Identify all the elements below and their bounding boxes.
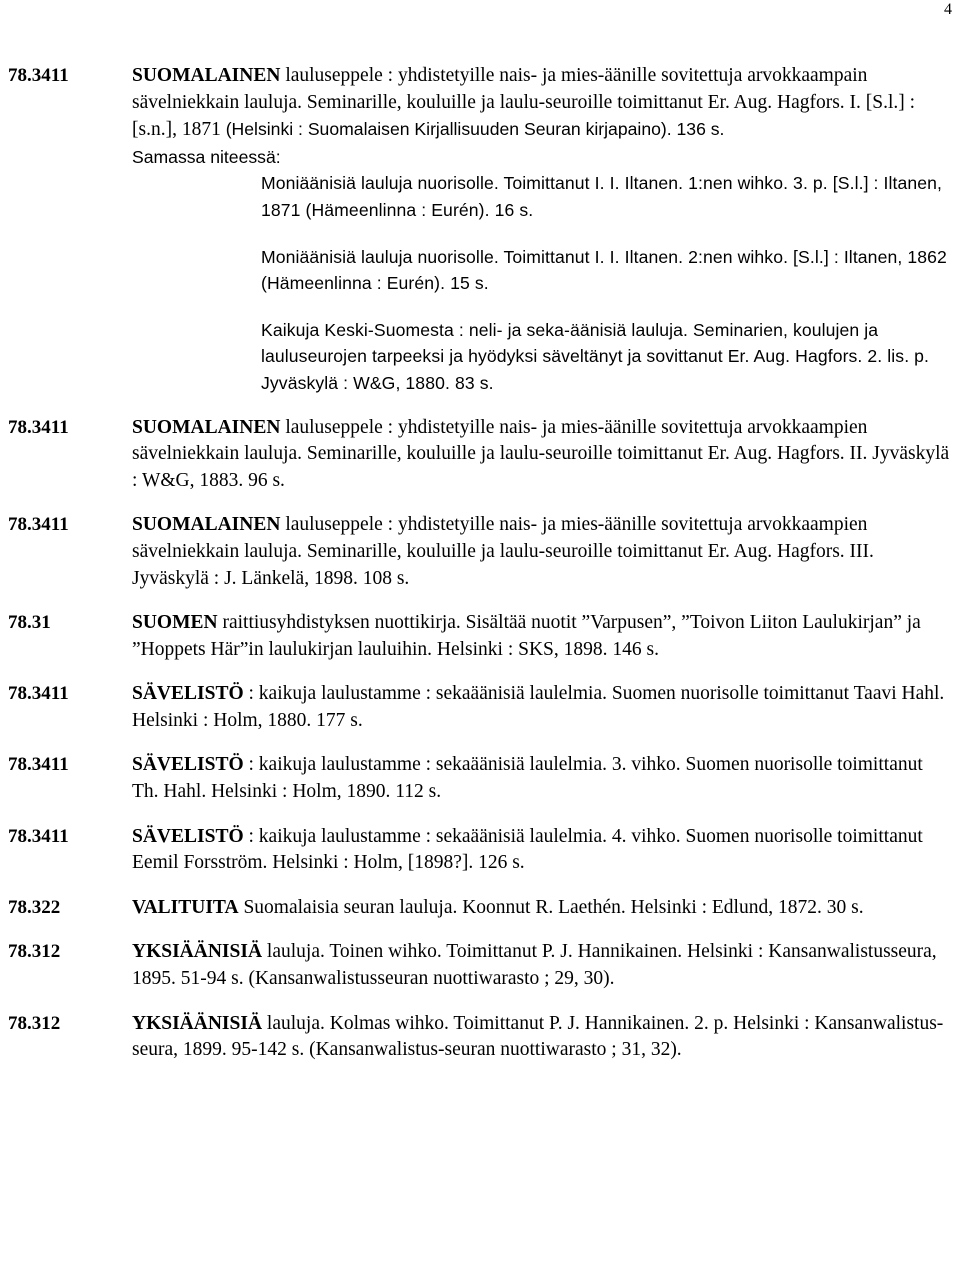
entry-body [132, 610, 953, 663]
entry-heading: YKSIÄÄNISIÄ [132, 1012, 263, 1034]
entry-text: lauluseppele : yhdistetyille nais- ja mies-äänille sovitettuja arvokkaampien sävelniekkain lauluja. Seminarille, kouluille ja laulu-seuroille toimittanut Er. Aug. Hagfors. III. Jyväskylä : J. Länkelä, 1898. 108 s. [132, 514, 874, 589]
entry-heading: SUOMEN [132, 612, 218, 634]
entry-heading: VALITUITA [132, 896, 239, 918]
classification-code: 78.312 [8, 941, 61, 963]
catalog-entries [8, 63, 953, 1082]
catalog-entry [8, 415, 953, 495]
entry-body [132, 824, 953, 877]
entry-heading: SUOMALAINEN [132, 416, 281, 438]
entry-heading: SÄVELISTÖ [132, 754, 244, 776]
entry-heading: YKSIÄÄNISIÄ [132, 941, 263, 963]
entry-heading: SUOMALAINEN [132, 514, 281, 536]
classification-code: 78.3411 [8, 683, 69, 705]
classification-code: 78.312 [8, 1012, 61, 1034]
catalog-entry [8, 939, 953, 992]
entry-heading: SÄVELISTÖ [132, 683, 244, 705]
catalog-entry [8, 512, 953, 592]
catalog-entry [8, 895, 953, 922]
catalog-entry [8, 681, 953, 734]
classification-code: 78.3411 [8, 65, 69, 86]
bound-with-label: Samassa niteessä: [132, 146, 281, 167]
entry-text: raittiusyhdistyksen nuottikirja. Sisältää nuotit ”Varpusen”, ”Toivon Liiton Laulukirjan” ja ”Hoppets Här”in laulukirjan lauluihin. Helsinki : SKS, 1898. 146 s. [132, 612, 921, 660]
catalog-entry [8, 610, 953, 663]
entry-body [132, 63, 953, 397]
entry-body [132, 681, 953, 734]
entry-text: Suomalaisia seuran lauluja. Koonnut R. Laethén. Helsinki : Edlund, 1872. 30 s. [238, 896, 864, 918]
classification-code: 78.3411 [8, 514, 69, 536]
catalog-entry [8, 752, 953, 805]
entry-heading: SUOMALAINEN [132, 65, 281, 86]
entry-body [132, 939, 953, 992]
entry-text: : kaikuja laulustamme : sekaäänisiä laulelmia. 4. vihko. Suomen nuorisolle toimittanut Eemil Forsström. Helsinki : Holm, [1898?]. 126 s. [132, 825, 923, 874]
page-number: 4 [944, 1, 952, 18]
entry-text-imprint: (Helsinki : Suomalaisen Kirjallisuuden Seuran kirjapaino). 136 s. [225, 119, 725, 140]
entry-body [132, 1011, 953, 1064]
classification-code: 78.3411 [8, 825, 69, 847]
classification-code: 78.3411 [8, 416, 69, 438]
entry-text: lauluseppele : yhdistetyille nais- ja mies-äänille sovitettuja arvokkaampien sävelniekkain lauluja. Seminarille, kouluille ja laulu-seuroille toimittanut Er. Aug. Hagfors. II. Jyväskylä : W&G, 1883. 96 s. [132, 416, 950, 491]
catalog-entry [8, 63, 953, 397]
catalog-entry [8, 824, 953, 877]
bound-with-item: Kaikuja Keski-Suomesta : neli- ja seka-äänisiä lauluja. Seminarien, koulujen ja lauluseurojen tarpeeksi ja hyödyksi säveltänyt ja sovittanut Er. Aug. Hagfors. 2. lis. p. Jyväskylä : W&G, 1880. 83 s. [261, 319, 930, 393]
entry-body [132, 512, 953, 592]
classification-code: 78.31 [8, 612, 51, 634]
catalog-entry [8, 1011, 953, 1064]
entry-body [132, 895, 953, 922]
entry-body [132, 415, 953, 495]
bound-with-item: Moniäänisiä lauluja nuorisolle. Toimittanut I. I. Iltanen. 2:nen wihko. [S.l.] : Iltanen, 1862 (Hämeenlinna : Eurén). 15 s. [261, 246, 947, 294]
classification-code: 78.322 [8, 896, 61, 918]
entry-text: lauluja. Kolmas wihko. Toimittanut P. J. Hannikainen. 2. p. Helsinki : Kansanwalistus-seura, 1899. 95-142 s. (Kansanwalistus-seuran nuottiwarasto ; 31, 32). [132, 1012, 944, 1061]
classification-code: 78.3411 [8, 754, 69, 776]
entry-text: : kaikuja laulustamme : sekaäänisiä laulelmia. 3. vihko. Suomen nuorisolle toimittanut Th. Hahl. Helsinki : Holm, 1890. 112 s. [132, 754, 923, 803]
entry-heading: SÄVELISTÖ [132, 825, 244, 847]
bound-with-item: Moniäänisiä lauluja nuorisolle. Toimittanut I. I. Iltanen. 1:nen wihko. 3. p. [S.l.] : Iltanen, 1871 (Hämeenlinna : Eurén). 16 s. [261, 173, 943, 220]
entry-text: lauluseppele : yhdistetyille nais- ja mies-äänille sovitettuja arvokkaampain sävelniekkain lauluja. Seminarille, kouluille ja laulu-seuroille toimittanut Er. Aug. Hagfors. I. [S.l.] : [s.n.], 1871 [132, 65, 916, 141]
entry-text: lauluja. Toinen wihko. Toimittanut P. J. Hannikainen. Helsinki : Kansanwalistusseura, 1895. 51-94 s. (Kansanwalistusseuran nuottiwarasto ; 29, 30). [132, 941, 937, 990]
entry-text: : kaikuja laulustamme : sekaäänisiä laulelmia. Suomen nuorisolle toimittanut Taavi Hahl. Helsinki : Holm, 1880. 177 s. [132, 683, 945, 731]
entry-body [132, 752, 953, 805]
